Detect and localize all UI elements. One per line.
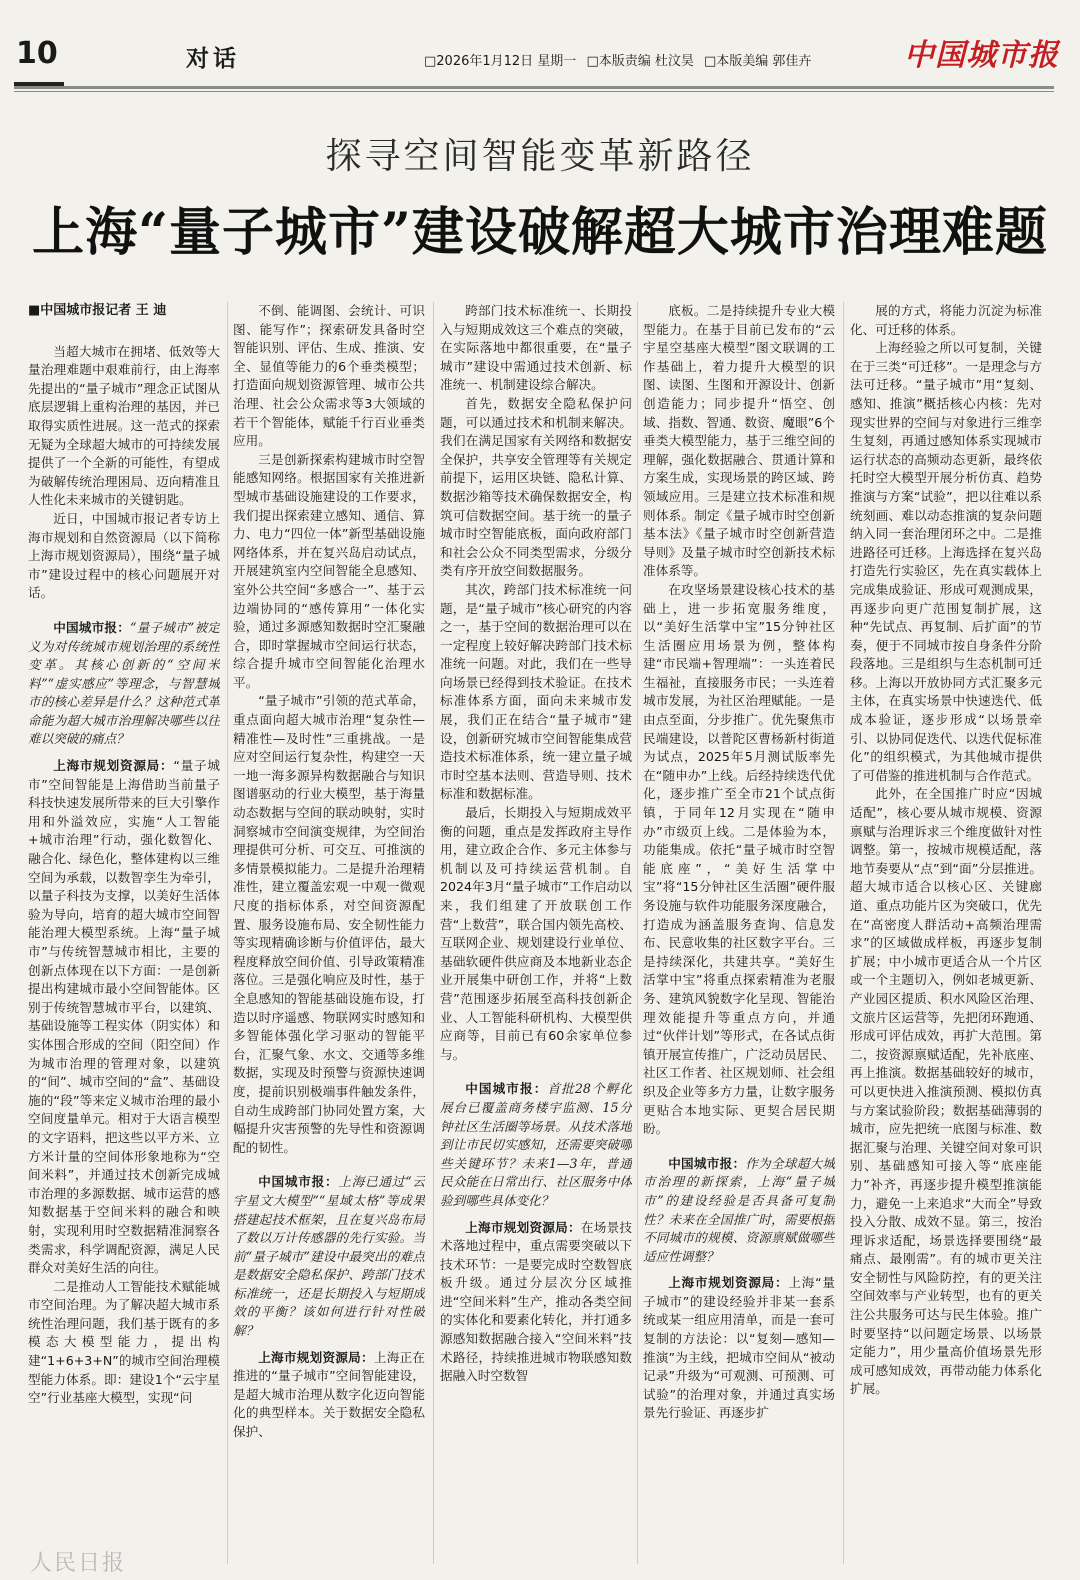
body-paragraph: 在攻坚场景建设核心技术的基础上，进一步拓宽服务维度，以“美好生活掌中宝”15分钟社区生活圈应用场景为例，整体构建“市民端+智理端”：一头连着民生福祉，直接服务市民；一头连着城市发展，为社区治理赋能。一是由点至面，分步推广。优先聚焦市民端建设，以普陀区曹杨新村街道为试点，2025年5月测试版率先在“随申办”上线。后经持续迭代优化，逐步推广至全市21个试点街镇，于同年12月实现在“随申办”市级页上线。二是体验为本，功能集成。依托“量子城市时空智能底座”，“美好生活掌中宝”将“15分钟社区生活圈”硬件服务设施与软件功能服务深度融合，打造成为涵盖服务查询、信息发布、民意收集的社区数字平台。三是持续深化，共建共享。“美好生活掌中宝”将重点探索精准为老服务、建筑风貌数字化呈现、智能治理效能提升等重点方向，并通过“伙伴计划”等形式，在各试点街镇开展宣传推广，广泛动员居民、社区工作者、社区规划师、社会组织及企业等多方力量，让数字服务更贴合本地实际、更契合居民期盼。 bbox=[643, 581, 835, 1137]
speaker-label: 中国城市报： bbox=[465, 1081, 548, 1097]
newspaper-logo: 中国城市报 bbox=[904, 38, 1059, 73]
body-paragraph: 跨部门技术标准统一、长期投入与短期成效这三个难点的突破，在实际落地中都很重要，在“量子城市”建设中需通过技术创新、标准统一、机制建设综合解决。 bbox=[440, 303, 632, 393]
body-paragraph: 最后，长期投入与短期成效平衡的问题，重点是发挥政府主导作用，建立政企合作、多元主体参与机制以及可持续运营机制。自2024年3月“量子城市”工作启动以来，我们组建了开放联创工作营“上数营”，联合国内领先高校、互联网企业、规划建设行业单位、基础软硬件供应商及本地新业态企业开展集中研创工作，并将“上数营”范围逐步拓展至高科技创新企业、人工智能科研机构、大模型供应商等，目前已有60余家单位参与。 bbox=[440, 805, 632, 1062]
speaker-label: 上海市规划资源局： bbox=[465, 1219, 581, 1235]
body-paragraph: 首先，数据安全隐私保护问题，可以通过技术和机制来解决。我们在满足国家有关网络和数据安全保护，共享安全管理等有关规定前提下，运用区块链、隐私计算、数据沙箱等技术确保数据安全，构筑可信数据空间。基于统一的量子城市时空智能底板，面向政府部门和社会公众不同类型需求，分级分类有序开放空间数据服务。 bbox=[440, 395, 632, 579]
speaker-label: 中国城市报： bbox=[53, 619, 131, 635]
interview-question: 中国城市报：作为全球超大城市治理的新探索，上海“量子城市”的建设经验是否具备可复制性？未来在全国推广时，需要根据不同城市的规模、资源禀赋做哪些适应性调整？ bbox=[643, 1155, 835, 1264]
issue-meta bbox=[424, 50, 817, 69]
interview-answer: 上海市规划资源局：上海正在推进的“量子城市”空间智能建设，是超大城市治理从数字化迈向智能化的典型样本。关于数据安全隐私保护、 bbox=[233, 1349, 425, 1440]
byline: ■中国城市报记者 王 迪 bbox=[28, 303, 167, 318]
interview-answer: 上海市规划资源局：“量子城市”空间智能是上海借助当前量子科技快速发展所带来的巨大引擎作用和外溢效应，实施“人工智能+城市治理”行动，强化数智化、融合化、绿色化，整体建构以三维空间为承载，以数智孪生为牵引，以量子科技为支撑，以美好生活体验为导向，培育的超大城市空间智能治理大模型系统。上海“量子城市”与传统智慧城市相比，主要的创新点体现在以下方面：一是创新提出构建城市最小空间智能体。区别于传统智慧城市平台，以建筑、基础设施等工程实体（阴实体）和实体围合形成的空间（阳空间）作为城市治理的管理对象，以建筑的“间”、城市空间的“盒”、基础设施的“段”等来定义城市治理的最小空间度量单元。相对于大语言模型的文字语料，把这些以平方米、立方米计量的空间体形象地称为“空间米料”，并通过技术创新完成城市治理的多源数据、城市运营的感知数据基于空间米料的融合和映射，实现利用时空数据精准洞察各类需求，科学调配资源，满足人民群众对美好生活的向往。 bbox=[28, 758, 220, 1276]
body-paragraph: “量子城市”引领的范式革命，重点面向超大城市治理“复杂性—精准性—及时性”三重挑战。一是应对空间运行复杂性，构建空一天一地一海多源异构数据融合与知识图谱驱动的行业大模型，基于海量动态数据与空间的联动映射，实时洞察城市空间演变规律，为空间治理提供可分析、可交互、可推演的多情景模拟能力。二是提升治理精准性，建立覆盖宏观一中观一微观尺度的指标体系，对空间资源配置、服务设施布局、安全韧性能力等实现精确诊断与价值评估，最大程度释放空间价值、引导政策精准落位。三是强化响应及时性，基于全息感知的智能基础设施布设，打造以时序遥感、物联网实时感知和多智能体强化学习驱动的智能平台，汇聚气象、水文、交通等多维数据，实现及时预警与资源快速调度，提前识别极端事件触发条件，自动生成跨部门协同处置方案，大幅提升灾害预警的先导性和资源调配的韧性。 bbox=[233, 693, 425, 1155]
interview-answer: 上海市规划资源局：在场景技术落地过程中，重点需要突破以下技术环节：一是要完成时空数智底板升级。通过分层次分区域推进“空间米料”生产，推动各类空间的实体化和要素化转化，并打通多源感知数据融合接入“空间米料”技术路径，持续推进城市物联感知数据融入时空数智 bbox=[440, 1219, 632, 1384]
article-headline: 上海“量子城市”建设破解超大城市治理难题 bbox=[32, 202, 1048, 263]
column-divider bbox=[843, 302, 844, 1564]
body-paragraph: 此外，在全国推广时应“因城适配”，核心要从城市规模、资源禀赋与治理诉求三个维度做针对性调整。第一，按城市规模适配，落地节奏要从“点”到“面”分层推进。超大城市适合以核心区、关键廊道、重点功能片区为突破口，优先在“高密度人群活动+高频治理需求”的区域做成样板，再逐步复制扩展；中小城市更适合从一个片区或一个主题切入，例如老城更新、产业园区提质、积水风险区治理、文旅片区运营等，先把闭环跑通、形成可评估成效，再扩大范围。第二，按资源禀赋适配，先补底座、再上推演。数据基础较好的城市，可以更快进入推演预测、模拟仿真与方案试验阶段；数据基础薄弱的城市，应先把统一底图与标准、数据汇聚与治理、关键空间对象可识别、基础感知可接入等“底座能力”补齐，再逐步提升模型推演能力，避免一上来追求“大而全”导致投入分散、成效不显。第三，按治理诉求适配，场景选择要围绕“最痛点、最刚需”。有的城市更关注安全韧性与风险防控，有的更关注空间效率与产业转型，也有的更关注公共服务可达与民生体验。推广时要坚持“以问题定场景、以场景定能力”，用少量高价值场景先形成可感知成效，再带动能力体系化扩展。 bbox=[850, 786, 1042, 1397]
issue-date: □2026年1月12日 星期一 bbox=[424, 54, 577, 69]
editor-credit: □本版责编 杜汶昊 bbox=[586, 54, 694, 69]
header-rule-thin bbox=[14, 91, 1054, 92]
text-column-4 bbox=[643, 302, 835, 1564]
page-header bbox=[0, 0, 1080, 86]
text-column-5 bbox=[850, 302, 1042, 1564]
interview-question: 中国城市报：“量子城市”被定义为对传统城市规划治理的系统性变革。其核心创新的“空间米料”“虚实感应”等理念，与智慧城市的核心差异是什么？这种范式革命能为超大城市治理解决哪些以往难以突破的痛点？ bbox=[28, 619, 220, 747]
body-paragraph: 近日，中国城市报记者专访上海市规划和自然资源局（以下简称上海市规划资源局），围绕“量子城市”建设过程中的核心问题展开对话。 bbox=[28, 510, 220, 601]
speaker-label: 上海市规划资源局： bbox=[668, 1275, 789, 1291]
text-column-2 bbox=[233, 302, 425, 1564]
interview-question: 中国城市报：上海已通过“云宇星文大模型”“星域太格”等成果搭建起技术框架，且在复兴岛布局了数以万计传感器的先行实验。当前“量子城市”建设中最突出的难点是数据安全隐私保护、跨部门技术标准统一，还是长期投入与短期成效的平衡？该如何进行针对性破解？ bbox=[233, 1174, 425, 1339]
speaker-label: 中国城市报： bbox=[258, 1174, 339, 1190]
watermark: 人民日报 bbox=[30, 1551, 127, 1576]
text-column-3 bbox=[440, 302, 632, 1564]
body-paragraph: 三是创新探索构建城市时空智能感知网络。根据国家有关推进新型城市基础设施建设的工作要求，我们提出探索建立感知、通信、算力、电力“四位一体”新型基础设施网络体系，并在复兴岛启动试点，开展建筑室内空间智能全息感知、室外公共空间“多感合一”、基于云边端协同的“感传算用”一体化实验，通过多源感知数据时空汇聚融合，即时掌握城市空间运行状态，综合提升城市空间智能化治理水平。 bbox=[233, 451, 425, 690]
speaker-label: 上海市规划资源局： bbox=[258, 1349, 374, 1365]
body-paragraph: 不倒、能调图、会统计、可识图、能写作”；探索研发具备时空智能识别、评估、生成、推演、安全、显值等能力的6个垂类模型；打造面向规划资源管理、城市公共治理、社会公众需求等3大领域的若干个智能体，赋能千行百业垂类应用。 bbox=[233, 303, 425, 449]
column-divider bbox=[227, 302, 228, 1564]
section-name: 对话 bbox=[186, 46, 240, 72]
speaker-label: 上海市规划资源局： bbox=[53, 758, 174, 774]
article-body bbox=[28, 302, 1058, 1562]
interview-answer: 上海市规划资源局：上海“量子城市”的建设经验并非某一套系统或某一组应用清单，而是一套可复制的方法论：以“复刻—感知—推演”为主线，把城市空间从“被动记录”升级为“可观测、可预测、可试验”的治理对象，并通过真实场景先行验证、再逐步扩 bbox=[643, 1275, 835, 1421]
interview-question: 中国城市报：首批28个孵化展台已覆盖商务楼宇监测、15分钟社区生活圈等场景。从技术落地到让市民切实感知，还需要突破哪些关键环节？未来1—3年，普通民众能在日常出行、社区服务中体验到哪些具体变化？ bbox=[440, 1081, 632, 1208]
body-paragraph: 展的方式，将能力沉淀为标准化、可迁移的体系。 bbox=[850, 303, 1042, 337]
article-kicker: 探寻空间智能变革新路径 bbox=[325, 136, 755, 177]
speaker-label: 中国城市报： bbox=[668, 1155, 746, 1171]
designer-credit: □本版美编 郭佳卉 bbox=[704, 54, 812, 69]
body-paragraph: 二是推动人工智能技术赋能城市空间治理。为了解决超大城市系统性治理问题，我们基于既有的多模态大模型能力，提出构建“1+6+3+N”的城市空间治理模型能力体系。即：建设1个“云宇星空”行业基座大模型，实现“问 bbox=[28, 1278, 220, 1406]
column-divider bbox=[637, 302, 638, 1564]
column-divider bbox=[433, 302, 434, 1564]
body-paragraph: 底板。二是持续提升专业大模型能力。在基于目前已发布的“云宇星空基座大模型”图文联调的工作基础上，着力提升大模型的识图、读图、生图和开源设计、创新创造能力；同步提升“悟空、创域、指数、智通、数资、魔眼”6个垂类大模型能力，基于三维空间的理解，强化数据融合、贯通计算和方案生成，实现场景的跨区域、跨领域应用。三是建立技术标准和规则体系。制定《量子城市时空创新基本法》《量子城市时空创新营造导则》及量子城市时空创新技术标准体系等。 bbox=[643, 303, 835, 579]
page-number: 10 bbox=[16, 36, 58, 71]
body-paragraph: 上海经验之所以可复制，关键在于三类“可迁移”。一是理念与方法可迁移。“量子城市”用“复刻、感知、推演”概括核心内核：先对现实世界的空间与对象进行三维孪生复刻，再通过感知体系实现城市运行状态的高频动态更新，最终依托时空大模型开展分析仿真、趋势推演与方案“试验”，把以往难以系统刻画、难以动态推演的复杂问题纳入同一套治理闭环之中。二是推进路径可迁移。上海选择在复兴岛打造先行实验区，先在真实载体上完成集成验证、形成可观测成果，再逐步向更广范围复制扩展，这种“先试点、再复制、后扩面”的节奏，便于不同城市按自身条件分阶段落地。三是组织与生态机制可迁移。上海以开放协同方式汇聚多元主体，在真实场景中快速迭代、低成本验证，逐步形成“以场景牵引、以协同促迭代、以迭代促标准化”的组织模式，为其他城市提供了可借鉴的推进机制与合作范式。 bbox=[850, 340, 1042, 783]
body-paragraph: 其次，跨部门技术标准统一问题，是“量子城市”核心研究的内容之一，基于空间的数据治理可以在一定程度上较好解决跨部门技术标准统一问题。对此，我们在一些导向场景已经得到技术验证。在技术标准体系方面，面向未来城市发展，我们正在结合“量子城市”建设，创新研究城市空间智能集成营造技术标准体系，统一建立量子城市时空基本法则、营造导则、技术标准和数据标准。 bbox=[440, 581, 632, 802]
header-rule bbox=[14, 86, 1054, 89]
text-column-1 bbox=[28, 302, 220, 1564]
body-paragraph: 当超大城市在拥堵、低效等大量治理难题中艰难前行，由上海率先提出的“量子城市”理念正试图从底层逻辑上重构治理的基因，并已取得实质性进展。这一范式的探索无疑为全球超大城市的可持续发展提供了一个全新的可能性，有望成为破解传统治理困局、迈向精准且人性化未来城市的关键钥匙。 bbox=[28, 343, 220, 508]
